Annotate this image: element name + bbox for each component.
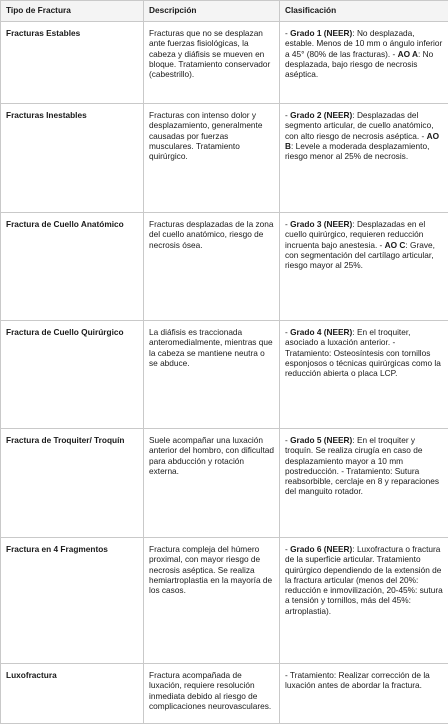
cls-text: : Grave, con segmentación del cartílago articular, riesgo mayor al 25%. [285, 239, 435, 271]
cls-grade: Grado 3 (NEER) [290, 219, 353, 229]
table-row [1, 538, 448, 664]
cell-type: Fractura en 4 Fragmentos [1, 538, 144, 664]
table-row [1, 104, 448, 213]
cls-text: - [285, 28, 291, 38]
cell-type: Fracturas Estables [1, 22, 144, 104]
cell-description: La diáfisis es traccionada anteromedialmente, mientras que la cabeza se mantiene neutra o se abduce. [144, 321, 280, 429]
cls-text: - [285, 110, 291, 120]
cls-grade: Grado 5 (NEER) [290, 435, 353, 445]
cls-text: : No desplazada, bajo riesgo de necrosis aséptica. [285, 48, 434, 80]
cell-classification [280, 429, 448, 538]
cls-text: : Desplazadas del segmento articular, de cuello anatómico, con alto riesgo de necrosis aséptica. - [285, 110, 434, 141]
cell-description: Suele acompañar una luxación anterior del hombro, con dificultad para abducción y rotación externa. [144, 429, 280, 538]
cell-description: Fracturas que no se desplazan ante fuerzas fisiológicas, la cabeza y diáfisis se mueven en bloque. Tratamiento conservador (cabestrillo). [144, 22, 280, 104]
cell-classification [280, 104, 448, 213]
table-row [1, 664, 448, 724]
cell-classification [280, 664, 448, 724]
cell-description: Fractura acompañada de luxación, requiere resolución inmediata debido al riesgo de complicaciones neurovasculares. [144, 664, 280, 724]
cell-description: Fractura compleja del húmero proximal, con mayor riesgo de necrosis aséptica. Se realiza hemiartroplastia en la mayoría de los casos. [144, 538, 280, 664]
cell-classification [280, 538, 448, 664]
cls-text: - [285, 544, 291, 554]
cell-type: Fractura de Cuello Quirúrgico [1, 321, 144, 429]
cell-description: Fracturas desplazadas de la zona del cuello anatómico, riesgo de necrosis ósea. [144, 213, 280, 321]
cell-type: Fractura de Troquiter/ Troquín [1, 429, 144, 538]
cls-text: - [285, 327, 291, 337]
cell-type: Fractura de Cuello Anatómico [1, 213, 144, 321]
cls-grade: Grado 6 (NEER) [290, 544, 353, 554]
cls-ao: AO B [285, 130, 440, 151]
cell-type: Luxofractura [1, 664, 144, 724]
cls-ao: AO C [384, 239, 406, 250]
cell-classification [280, 321, 448, 429]
table-row [1, 22, 448, 104]
table-row [1, 321, 448, 429]
header-type: Tipo de Fractura [1, 1, 144, 22]
cell-classification [280, 213, 448, 321]
cell-classification [280, 22, 448, 104]
cls-grade: Grado 2 (NEER) [290, 110, 353, 120]
cls-text: - [285, 219, 291, 229]
cls-text: - Tratamiento: Realizar corrección de la luxación antes de abordar la fractura. [285, 670, 430, 691]
cls-grade: Grado 1 (NEER) [290, 28, 353, 38]
header-classification: Clasificación [280, 1, 448, 22]
cls-text: : En el troquiter y troquín. Se realiza cirugía en caso de desplazamiento mayor a 10 mm postreducción. - Tratamiento: Sutura reabsorbible, cerclaje en 8 y reparaciones del manguito rotador. [285, 435, 440, 497]
cls-text: : Desplazadas en el cuello quirúrgico, requieren reducción incruenta bajo anestesia. - [285, 219, 426, 250]
table-row [1, 429, 448, 538]
cell-type: Fracturas Inestables [1, 104, 144, 213]
cls-text: : No desplazada, estable. Menos de 10 mm o ángulo inferior a 45° (80% de las fracturas). - [285, 28, 443, 59]
cls-ao: AO A [397, 48, 419, 59]
cls-text: : Luxofractura o fractura de la superficie articular. Tratamiento quirúrgico dependiendo de la extensión de la fractura articular (menos del 20%: reducción e inmovilización, 20-45%: sutura a tensión y tornillos, más del 45%: artroplastia). [285, 544, 443, 616]
table-header-row [1, 1, 448, 22]
cls-text: : En el troquiter, asociado a luxación anterior. - Tratamiento: Osteosíntesis con tornillos esponjosos o técnicas quirúrgicas como la reducción abierta o placa LCP. [285, 327, 441, 379]
cls-text: : Levele a moderada desplazamiento, riesgo menor al 25% de necrosis. [285, 140, 430, 162]
header-description: Descripción [144, 1, 280, 22]
cell-description: Fracturas con intenso dolor y desplazamiento, generalmente causadas por fuerzas musculares. Tratamiento quirúrgico. [144, 104, 280, 213]
cls-grade: Grado 4 (NEER) [290, 327, 353, 337]
table-row [1, 213, 448, 321]
cls-text: - [285, 435, 291, 445]
